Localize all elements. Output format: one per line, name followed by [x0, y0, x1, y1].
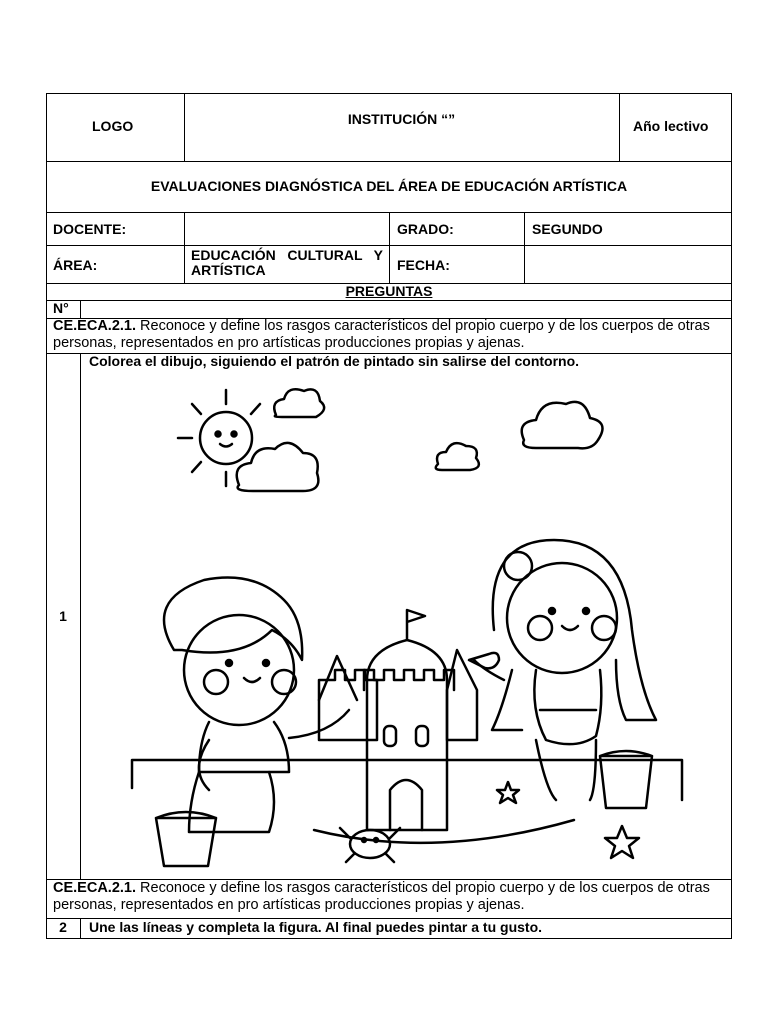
criterion-1-code: CE.ECA.2.1.: [53, 318, 136, 334]
flower-icon: [504, 552, 532, 580]
criterion-2: [53, 880, 728, 914]
number-column-header: N°: [53, 300, 69, 316]
sandcastle-icon: [314, 610, 574, 843]
boy-figure: [164, 578, 349, 833]
area-value: EDUCACIÓN CULTURAL Y ARTÍSTICA: [191, 247, 383, 278]
question-1-instruction: Colorea el dibujo, siguiendo el patrón de pintado sin salirse del contorno.: [89, 353, 580, 369]
date-label: FECHA:: [397, 257, 450, 273]
cloud-icon: [436, 443, 479, 470]
criterion-2-text: Reconoce y define los rasgos característicos del propio cuerpo y de los cuerpos de otras personas, representados en pro artísticas producciones propias y ajenas.: [53, 880, 710, 913]
criterion-1-text: Reconoce y define los rasgos característicos del propio cuerpo y de los cuerpos de otras personas, representados en pro artísticas producciones propias y ajenas.: [53, 318, 710, 351]
page-title: EVALUACIONES DIAGNÓSTICA DEL ÁREA DE EDUCACIÓN ARTÍSTICA: [150, 178, 628, 194]
criterion-1: [53, 318, 728, 352]
question-2-number: 2: [59, 919, 67, 935]
questions-heading: PREGUNTAS: [345, 283, 433, 299]
starfish-icon: [605, 826, 639, 858]
institution-name: INSTITUCIÓN “”: [347, 111, 456, 127]
question-2-instruction: Une las líneas y completa la figura. Al final puedes pintar a tu gusto.: [89, 919, 543, 935]
bucket-icon: [156, 812, 216, 866]
school-year-label: Año lectivo: [633, 118, 709, 134]
question-1-number: 1: [59, 608, 67, 624]
grade-label: GRADO:: [397, 221, 454, 237]
cloud-icon: [522, 402, 603, 448]
grade-value: SEGUNDO: [532, 221, 603, 237]
cloud-icon: [274, 389, 324, 417]
coloring-illustration: [84, 370, 684, 878]
sun-icon: [178, 390, 260, 486]
area-label: ÁREA:: [53, 257, 98, 273]
criterion-2-code: CE.ECA.2.1.: [53, 880, 136, 896]
starfish-icon: [497, 782, 519, 803]
teacher-label: DOCENTE:: [53, 221, 127, 237]
logo-placeholder: LOGO: [92, 118, 134, 134]
crab-icon: [340, 828, 400, 862]
